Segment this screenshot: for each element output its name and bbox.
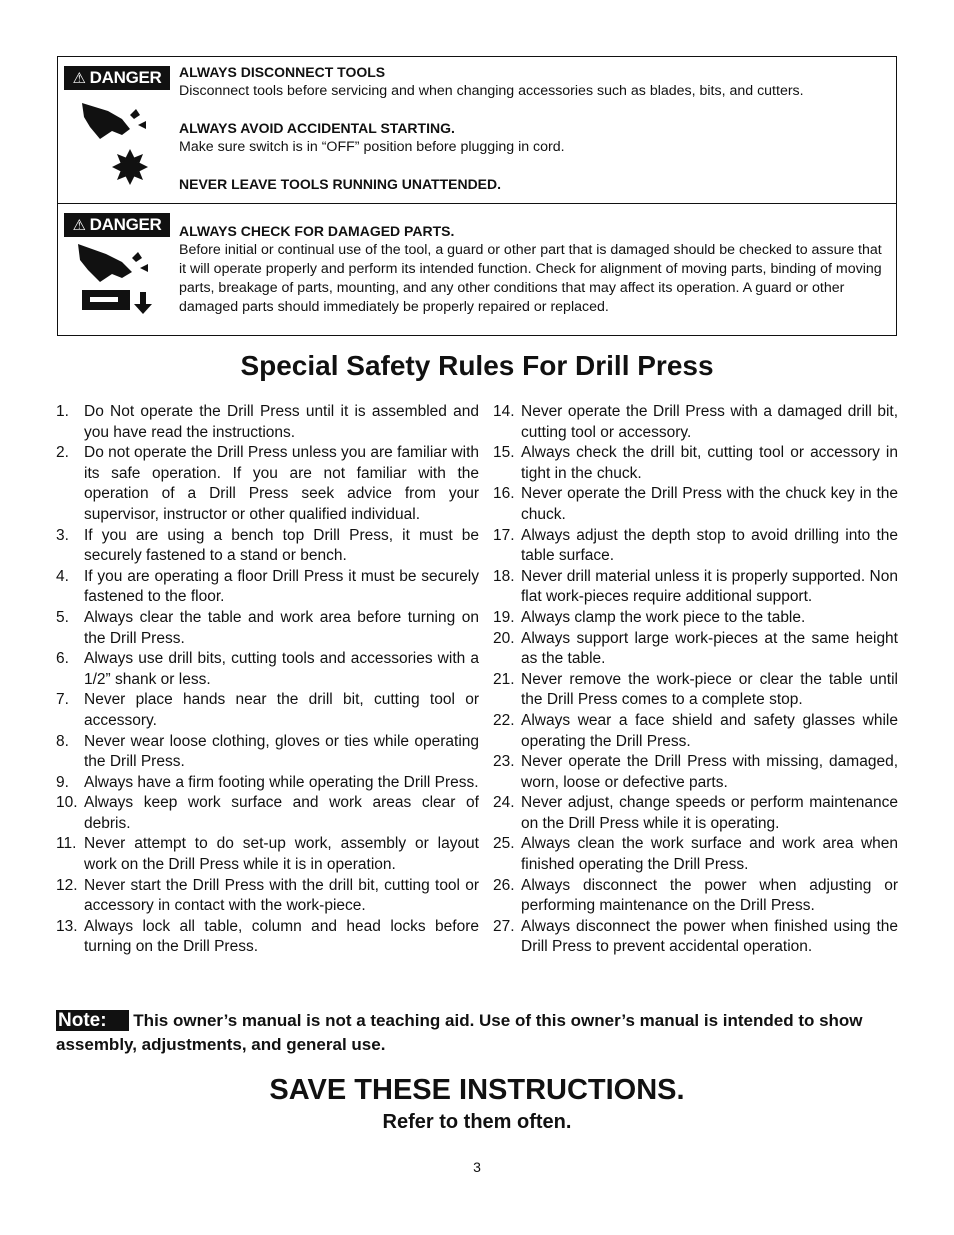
rule-number: 13. xyxy=(56,917,78,935)
page-number: 3 xyxy=(473,1159,481,1175)
rules-list-right xyxy=(493,402,898,958)
rule-text: Always lock all table, column and head locks before turning on the Drill Press. xyxy=(84,917,479,956)
danger-badge: ⚠ DANGER xyxy=(64,213,170,237)
danger-heading: NEVER LEAVE TOOLS RUNNING UNATTENDED. xyxy=(179,176,502,192)
rule-item xyxy=(493,834,898,875)
note-label: Note: xyxy=(56,1010,129,1031)
rule-item xyxy=(493,670,898,711)
rule-text: Always check the drill bit, cutting tool or accessory in tight in the chuck. xyxy=(521,444,898,482)
rule-text: Never operate the Drill Press with the chuck key in the chuck. xyxy=(521,485,898,523)
rule-number: 7. xyxy=(56,691,69,709)
warning-triangle-icon: ⚠ xyxy=(72,217,86,234)
hand-damaged-part-icon xyxy=(78,244,158,319)
rule-item xyxy=(56,773,479,794)
rule-item xyxy=(493,793,898,834)
rule-item xyxy=(493,402,898,443)
rule-text: Do Not operate the Drill Press until it is assembled and you have read the instructions. xyxy=(84,403,479,441)
warning-triangle-icon: ⚠ xyxy=(72,70,86,87)
save-instructions-heading: SAVE THESE INSTRUCTIONS. xyxy=(269,1074,685,1106)
rule-number: 25. xyxy=(493,835,515,853)
rule-item xyxy=(493,629,898,670)
rule-number: 6. xyxy=(56,650,69,668)
rule-number: 17. xyxy=(493,526,515,544)
rule-text: Never start the Drill Press with the drill bit, cutting tool or accessory in contact with the work-piece. xyxy=(84,876,479,915)
rule-number: 27. xyxy=(493,917,515,935)
rule-number: 8. xyxy=(56,732,69,750)
rule-item xyxy=(493,567,898,608)
rule-number: 18. xyxy=(493,567,515,585)
rule-number: 11. xyxy=(56,835,77,853)
rule-item xyxy=(56,732,479,773)
page-title: Special Safety Rules For Drill Press xyxy=(240,350,714,381)
rule-item xyxy=(56,834,479,875)
rule-text: Never attempt to do set-up work, assembly or layout work on the Drill Press while it is in operation. xyxy=(84,835,479,874)
rule-text: Never operate the Drill Press with missing, damaged, worn, loose or defective parts. xyxy=(521,753,898,791)
rule-number: 12. xyxy=(56,876,78,894)
rule-text: Always clean the work surface and work area when finished operating the Drill Press. xyxy=(521,835,898,874)
rule-text: Always support large work-pieces at the same height as the table. xyxy=(521,629,898,668)
rule-text: Do not operate the Drill Press unless you are familiar with its safe operation. If you are not familiar with the operation of a Drill Press seek advice from your supervisor, instructor or other qualified individual. xyxy=(84,444,479,523)
rule-item xyxy=(56,402,479,443)
rule-item xyxy=(56,917,479,958)
rule-text: Always have a firm footing while operating the Drill Press. xyxy=(84,773,479,791)
rule-text: Always disconnect the power when finished using the Drill Press to prevent accidental operation. xyxy=(521,917,898,956)
rule-number: 14. xyxy=(493,403,515,420)
rule-text: Never drill material unless it is properly supported. Non flat work-pieces require additional support. xyxy=(521,567,898,606)
danger-description: Make sure switch is in “OFF” position before plugging in cord. xyxy=(179,139,565,155)
rule-number: 21. xyxy=(493,670,515,688)
rule-item xyxy=(56,649,479,690)
danger-text-2 xyxy=(179,222,890,317)
rule-number: 23. xyxy=(493,753,515,771)
rule-item xyxy=(493,526,898,567)
rule-text: Never place hands near the drill bit, cutting tool or accessory. xyxy=(84,691,479,729)
rule-item xyxy=(56,793,479,834)
hand-blade-hazard-icon xyxy=(78,97,158,197)
rule-number: 24. xyxy=(493,794,515,812)
rule-number: 4. xyxy=(56,567,69,585)
rule-item xyxy=(56,690,479,731)
rule-item xyxy=(56,443,479,525)
rule-text: Always wear a face shield and safety glasses while operating the Drill Press. xyxy=(521,711,898,750)
rule-number: 3. xyxy=(56,526,69,544)
danger-box-damaged-parts xyxy=(57,203,897,336)
rule-text: Never adjust, change speeds or perform maintenance on the Drill Press while it is operating. xyxy=(521,794,898,832)
rule-text: If you are operating a floor Drill Press it must be securely fastened to the floor. xyxy=(84,567,479,606)
danger-description: Before initial or continual use of the tool, a guard or other part that is damaged should be checked to assure that it will operate properly and perform its intended function. Check for alignment of moving parts, binding of moving parts, breakage of parts, mounting, and any other conditions that may affect its operation. A guard or other damaged parts should immediately be properly repaired or replaced. xyxy=(179,242,882,315)
rule-text: Always disconnect the power when adjusting or performing maintenance on the Drill Press. xyxy=(521,876,898,915)
rule-text: Never remove the work-piece or clear the table until the Drill Press comes to a complete stop. xyxy=(521,670,898,709)
rule-item xyxy=(56,876,479,917)
rule-number: 10. xyxy=(56,794,78,812)
rules-list-left xyxy=(56,402,479,958)
rule-item xyxy=(493,917,898,958)
danger-badge: ⚠ DANGER xyxy=(64,66,170,90)
danger-box-disconnect xyxy=(57,56,897,204)
rule-item xyxy=(493,608,898,629)
rule-number: 19. xyxy=(493,608,515,626)
rule-text: Always clamp the work piece to the table. xyxy=(521,608,806,626)
rule-item xyxy=(493,752,898,793)
danger-heading: ALWAYS AVOID ACCIDENTAL STARTING. xyxy=(179,120,455,136)
rule-number: 1. xyxy=(56,403,69,420)
danger-description: Disconnect tools before servicing and when changing accessories such as blades, bits, and cutters. xyxy=(179,83,804,99)
rule-item xyxy=(493,711,898,752)
rule-number: 26. xyxy=(493,876,515,894)
rule-text: Always use drill bits, cutting tools and accessories with a 1/2” shank or less. xyxy=(84,650,479,688)
rule-number: 9. xyxy=(56,773,69,791)
rule-number: 20. xyxy=(493,629,515,647)
rule-text: Never wear loose clothing, gloves or ties while operating the Drill Press. xyxy=(84,732,479,771)
rule-item xyxy=(56,567,479,608)
danger-heading: ALWAYS DISCONNECT TOOLS xyxy=(179,64,386,80)
note-paragraph xyxy=(56,1009,898,1057)
refer-subheading: Refer to them often. xyxy=(382,1111,572,1133)
rule-item xyxy=(56,526,479,567)
rule-item xyxy=(493,443,898,484)
note-text: This owner’s manual is not a teaching aid. Use of this owner’s manual is intended to show assembly, adjustments, and general use. xyxy=(56,1011,863,1054)
rule-number: 15. xyxy=(493,444,515,462)
rule-item xyxy=(56,608,479,649)
rule-item xyxy=(493,876,898,917)
rule-text: If you are using a bench top Drill Press, it must be securely fastened to a stand or bench. xyxy=(84,526,479,565)
rule-number: 5. xyxy=(56,608,69,626)
rule-text: Always clear the table and work area before turning on the Drill Press. xyxy=(84,608,479,647)
danger-heading: ALWAYS CHECK FOR DAMAGED PARTS. xyxy=(179,223,455,239)
danger-text-1 xyxy=(179,63,890,194)
rule-number: 22. xyxy=(493,711,515,729)
rule-text: Always adjust the depth stop to avoid drilling into the table surface. xyxy=(521,526,898,565)
rule-text: Always keep work surface and work areas clear of debris. xyxy=(84,794,479,832)
rule-item xyxy=(493,484,898,525)
rule-text: Never operate the Drill Press with a damaged drill bit, cutting tool or accessory. xyxy=(521,403,898,441)
rule-number: 16. xyxy=(493,485,515,503)
rule-number: 2. xyxy=(56,444,69,462)
